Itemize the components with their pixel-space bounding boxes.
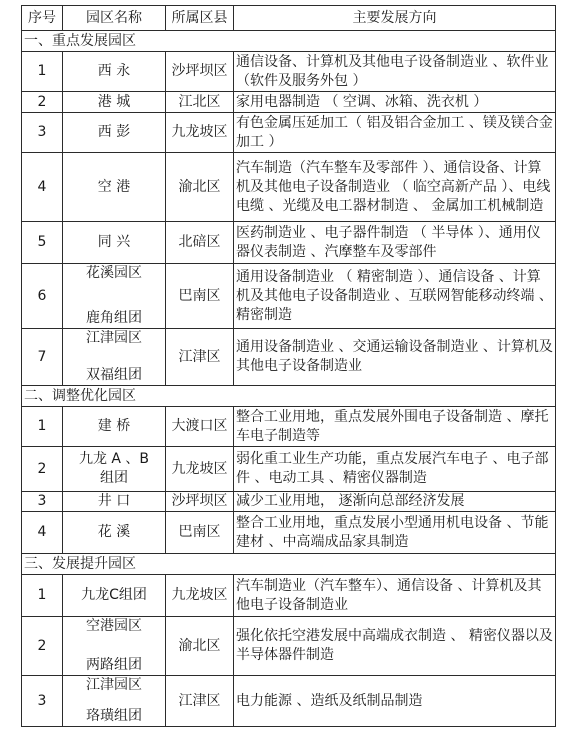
direction: 通用设备制造业 、交通运输设备制造业 、计算机及其他电子设备制造业 [234, 329, 556, 386]
park-name: 空 港 [63, 153, 166, 222]
table-row [22, 492, 556, 512]
header-no: 序号 [22, 6, 63, 31]
row-no: 1 [22, 575, 63, 617]
park-name [63, 329, 166, 386]
park-name-line2: 组团 [100, 470, 128, 486]
district: 九龙坡区 [166, 447, 234, 492]
direction: 家用电器制造 （ 空调、冰箱、洗衣机 ） [234, 92, 556, 113]
direction: 弱化重工业生产功能，重点发展汽车电子 、电子部件 、电动工具 、精密仪器制造 [234, 447, 556, 492]
direction: 强化依托空港发展中高端成衣制造 、 精密仪器以及半导体器件制造 [234, 617, 556, 676]
park-name: 同 兴 [63, 222, 166, 264]
direction: 减少工业用地， 逐渐向总部经济发展 [234, 492, 556, 512]
district: 大渡口区 [166, 407, 234, 447]
direction: 整合工业用地，重点发展外围电子设备制造 、摩托车电子制造等 [234, 407, 556, 447]
parks-table [21, 5, 556, 727]
park-name-line1: 九龙 A 、B [78, 451, 150, 467]
header-row [22, 6, 556, 31]
direction: 电力能源 、造纸及纸制品制造 [234, 676, 556, 727]
park-name: 西 永 [63, 52, 166, 92]
table-row [22, 329, 556, 386]
row-no: 1 [22, 407, 63, 447]
header-name: 园区名称 [63, 6, 166, 31]
row-no: 1 [22, 52, 63, 92]
park-name: 建 桥 [63, 407, 166, 447]
park-name: 西 彭 [63, 113, 166, 153]
park-name: 九龙C组团 [63, 575, 166, 617]
row-no: 2 [22, 617, 63, 676]
district: 沙坪坝区 [166, 52, 234, 92]
table-row [22, 575, 556, 617]
row-no: 5 [22, 222, 63, 264]
park-name: 井 口 [63, 492, 166, 512]
section-row [22, 386, 556, 407]
row-no: 3 [22, 113, 63, 153]
table-row [22, 264, 556, 329]
table-row [22, 222, 556, 264]
district: 北碚区 [166, 222, 234, 264]
park-name: 花 溪 [63, 512, 166, 554]
park-name-line2: 两路组团 [86, 657, 142, 673]
park-name [63, 447, 166, 492]
park-name [63, 676, 166, 727]
direction: 医药制造业 、电子器件制造 （ 半导体 ）、通用仪器仪表制造 、汽摩整车及零部件 [234, 222, 556, 264]
district: 渝北区 [166, 153, 234, 222]
park-name-line2: 双福组团 [86, 367, 142, 383]
table-row [22, 52, 556, 92]
park-name-line2: 珞璜组团 [86, 708, 142, 724]
row-no: 4 [22, 512, 63, 554]
section-title: 三、发展提升园区 [22, 554, 556, 575]
park-name: 港 城 [63, 92, 166, 113]
direction: 通信设备、计算机及其他电子设备制造业 、软件业（软件及服务外包 ） [234, 52, 556, 92]
direction: 通用设备制造业 （ 精密制造 ）、通信设备 、计算机及其他电子设备制造业 、互联网智能移动终端 、精密制造 [234, 264, 556, 329]
direction: 汽车制造（汽车整车及零部件 ）、通信设备、计算机及其他电子设备制造业 （ 临空高新产品 ）、电线电缆 、光缆及电工器材制造 、 金属加工机械制造 [234, 153, 556, 222]
row-no: 3 [22, 492, 63, 512]
row-no: 2 [22, 447, 63, 492]
table-row [22, 92, 556, 113]
direction: 汽车制造业（汽车整车）、通信设备 、计算机及其他电子设备制造业 [234, 575, 556, 617]
district: 九龙坡区 [166, 575, 234, 617]
table-row [22, 447, 556, 492]
header-direction: 主要发展方向 [234, 6, 556, 31]
table-row [22, 407, 556, 447]
section-row [22, 31, 556, 52]
direction: 整合工业用地，重点发展小型通用机电设备 、节能建材 、中高端成品家具制造 [234, 512, 556, 554]
district: 巴南区 [166, 512, 234, 554]
section-title: 二、调整优化园区 [22, 386, 556, 407]
table-row [22, 113, 556, 153]
park-name [63, 264, 166, 329]
row-no: 2 [22, 92, 63, 113]
table-row [22, 676, 556, 727]
row-no: 3 [22, 676, 63, 727]
row-no: 6 [22, 264, 63, 329]
district: 渝北区 [166, 617, 234, 676]
section-row [22, 554, 556, 575]
park-name-line1: 花溪园区 [86, 265, 142, 281]
district: 江津区 [166, 676, 234, 727]
park-name-line1: 江津园区 [86, 677, 142, 693]
park-name-line1: 江津园区 [86, 330, 142, 346]
row-no: 4 [22, 153, 63, 222]
district: 江北区 [166, 92, 234, 113]
table-row [22, 617, 556, 676]
direction: 有色金属压延加工（ 铝及铝合金加工 、镁及镁合金加工 ） [234, 113, 556, 153]
district: 巴南区 [166, 264, 234, 329]
district: 江津区 [166, 329, 234, 386]
park-name [63, 617, 166, 676]
section-title: 一、重点发展园区 [22, 31, 556, 52]
district: 沙坪坝区 [166, 492, 234, 512]
row-no: 7 [22, 329, 63, 386]
table-row [22, 153, 556, 222]
park-name-line2: 鹿角组团 [86, 310, 142, 326]
header-district: 所属区县 [166, 6, 234, 31]
park-name-line1: 空港园区 [86, 618, 142, 634]
district: 九龙坡区 [166, 113, 234, 153]
table-row [22, 512, 556, 554]
